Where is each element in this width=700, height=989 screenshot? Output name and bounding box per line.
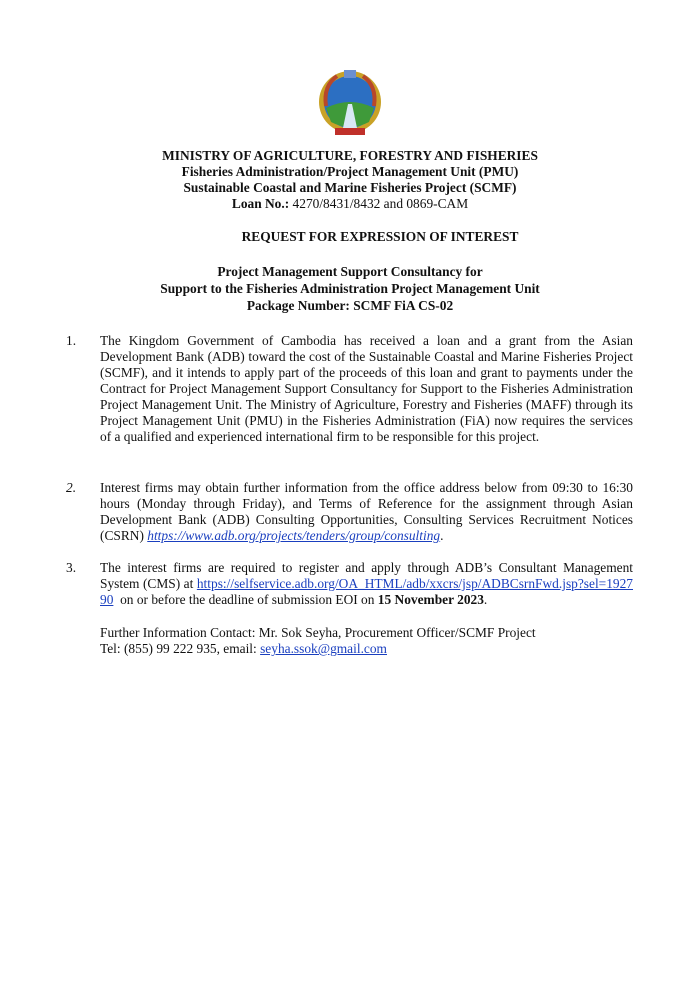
loan-label: Loan No.: [231, 196, 290, 211]
paragraph-text: The interest firms are required to register and apply through ADB’s Consultant Management System (CMS) at [100, 560, 633, 591]
paragraph-number: 3. [66, 560, 77, 575]
request-title: REQUEST FOR EXPRESSION OF INTEREST [241, 229, 519, 244]
paragraph-2 [66, 480, 633, 544]
contact-info [66, 625, 633, 657]
phone-line: Tel: (855) 99 222 935, email: [100, 641, 261, 656]
consultancy-title-1: Project Management Support Consultancy for [217, 264, 483, 279]
loan-value: 4270/8431/8432 and 0869-CAM [292, 196, 469, 211]
adb-consulting-link[interactable]: https://www.adb.org/projects/tenders/group/consulting [147, 528, 441, 543]
ministry-name: MINISTRY OF AGRICULTURE, FORESTRY AND FISHERIES [162, 148, 538, 163]
period: . [440, 528, 444, 543]
package-number: Package Number: SCMF FiA CS-02 [246, 298, 454, 313]
consultancy-title-2: Support to the Fisheries Administration Project Management Unit [160, 281, 540, 296]
unit-name: Fisheries Administration/Project Management Unit (PMU) [181, 164, 519, 179]
period: . [483, 592, 488, 607]
paragraph-text: Interest firms may obtain further information from the office address below from 09:30 to 16:30 hours (Monday through Friday), and Terms of Reference for the assignment through Asian Development Bank (ADB) Consulting Opportunities, Consulting Services Recruitment Notices (CSRN) [100, 480, 633, 543]
project-name: Sustainable Coastal and Marine Fisheries Project (SCMF) [183, 180, 517, 195]
paragraph-text: The Kingdom Government of Cambodia has received a loan and a grant from the Asian Development Bank (ADB) toward the cost of the Sustainable Coastal and Marine Fisheries Project (SCMF), and it intends to apply part of the proceeds of this loan and grant to payments under the Contract for Project Management Support Consultancy for Support to the Fisheries Administration Project Management Unit. The Ministry of Agriculture, Forestry and Fisheries (MAFF) through its Project Management Unit (PMU) in the Fisheries Administration (FiA) now requires the services of a qualified and experienced international firm to be responsible for this project. [100, 333, 633, 444]
email-link[interactable]: seyha.ssok@gmail.com [260, 641, 387, 656]
ministry-emblem-logo [317, 66, 383, 142]
paragraph-number: 2. [66, 480, 77, 495]
deadline: 15 November 2023 [377, 592, 484, 607]
paragraph-number: 1. [66, 333, 77, 348]
cms-link[interactable]: https://selfservice.adb.org/OA_HTML/adb/xxcrs/jsp/ADBCsrnFwd.jsp?sel=192790 [100, 576, 633, 607]
paragraph-1 [66, 333, 633, 445]
paragraph-text-mid: on or before the deadline of submission EOI on [113, 592, 378, 607]
loan-number [0, 196, 700, 212]
contact-line: Further Information Contact: Mr. Sok Seyha, Procurement Officer/SCMF Project [100, 625, 536, 640]
paragraph-3 [66, 560, 633, 608]
